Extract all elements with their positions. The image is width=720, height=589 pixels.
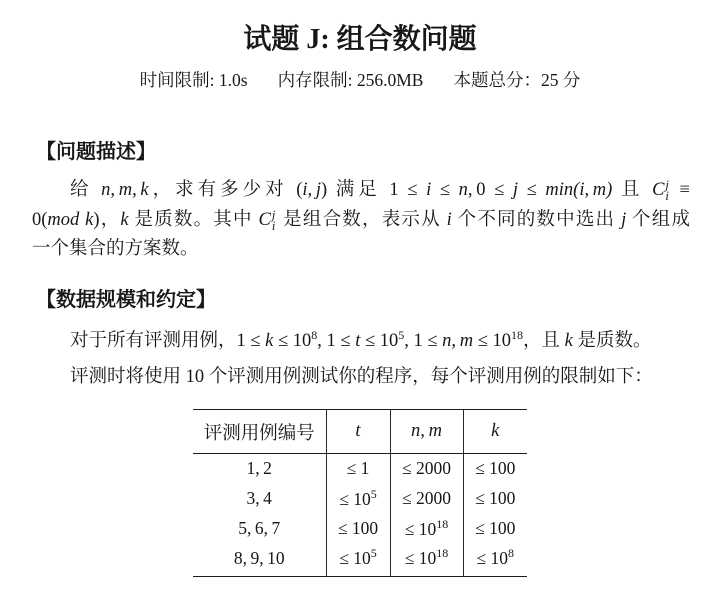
- exponent: 5: [398, 328, 405, 342]
- text-run: , 1 ≤: [317, 331, 356, 351]
- math-var-j: j: [512, 180, 519, 200]
- math-var-n: n: [458, 180, 468, 200]
- text-run: (: [296, 180, 303, 200]
- header-n-m: n, m: [390, 410, 463, 454]
- cell-n-m: [390, 454, 463, 484]
- math-var-t: t: [355, 331, 361, 351]
- text-run: ≤: [518, 180, 546, 200]
- binomial-superscript-j: j: [665, 178, 669, 192]
- exponent: 8: [507, 546, 514, 561]
- text-run: ≤ 10: [473, 331, 511, 351]
- binomial-superscript-j: j: [271, 208, 276, 222]
- memory-limit: 内存限制: 256.0MB: [277, 70, 424, 90]
- exponent: 5: [370, 486, 377, 501]
- cell-value: ≤ 1: [346, 458, 370, 479]
- text-run: ≡: [670, 180, 690, 200]
- cell-value: ≤ 2000: [402, 488, 451, 508]
- section-heading-description: 【问题描述】: [36, 141, 156, 163]
- cell-value: ≤ 100: [337, 518, 379, 538]
- evaluation-note: 评测时将使用 10 个评测用例测试你的程序，每个评测用例的限制如下：: [70, 367, 653, 387]
- text-run: )，: [93, 210, 121, 230]
- time-limit: 时间限制: 1.0s: [139, 70, 248, 90]
- header-t: t: [326, 410, 390, 454]
- cell-value: ≤ 10: [404, 548, 437, 569]
- cell-t: [326, 454, 390, 484]
- table-row: [193, 514, 527, 544]
- table-row: [193, 544, 527, 577]
- cell-t: [326, 484, 390, 514]
- binomial-subscript-i: i: [665, 189, 669, 203]
- text-run: ，且: [523, 331, 565, 351]
- math-binomial-c: C: [652, 180, 665, 200]
- math-var-k: k: [564, 331, 573, 351]
- math-min-i-m: min(i, m): [545, 180, 613, 200]
- text-run: 个不同的数中选出: [451, 210, 622, 230]
- cell-n-m: [390, 544, 463, 577]
- math-n-m-k: n, m, k: [101, 180, 149, 200]
- math-var-k: k: [265, 331, 274, 351]
- limits-table: [193, 409, 527, 577]
- cell-cases: 8, 9, 10: [193, 544, 326, 577]
- problem-meta: [0, 68, 720, 92]
- header-k: k: [463, 410, 527, 454]
- cell-k: [463, 484, 527, 514]
- table-header-row: [193, 410, 527, 454]
- cell-value: ≤ 100: [475, 518, 516, 538]
- cell-value: ≤ 10: [476, 548, 508, 569]
- binomial-subscript-i: i: [271, 219, 276, 233]
- math-binomial-c: C: [258, 210, 271, 230]
- text-run: 给: [70, 180, 102, 200]
- exponent: 18: [436, 516, 449, 531]
- cell-t: [326, 514, 390, 544]
- text-run: ≤ 10: [360, 331, 399, 351]
- cell-cases: 5, 6, 7: [238, 518, 281, 538]
- math-n-m: n, m: [442, 331, 474, 351]
- table-row: [193, 454, 527, 484]
- text-run: , 1 ≤: [404, 331, 443, 351]
- text-run: 且: [612, 180, 653, 200]
- header-case-ids: 评测用例编号: [193, 410, 326, 454]
- cell-k: [463, 514, 527, 544]
- cell-value: ≤ 10: [339, 548, 371, 569]
- text-run: ≤ 10: [273, 331, 312, 351]
- cell-value: ≤ 10: [339, 488, 371, 509]
- cell-k: [463, 544, 527, 577]
- text-run: , 0 ≤: [467, 180, 513, 200]
- text-run: 0(: [32, 210, 48, 230]
- math-var-k: k: [120, 210, 129, 230]
- cell-cases: 3, 4: [246, 488, 272, 508]
- text-run: ≤: [431, 180, 459, 200]
- description-line-2: [32, 205, 690, 235]
- exponent: 8: [311, 328, 318, 342]
- text-run: 对于所有评测用例，1 ≤: [70, 331, 266, 351]
- section-heading-constraints: 【数据规模和约定】: [36, 289, 216, 311]
- cell-n-m: [390, 484, 463, 514]
- cell-value: ≤ 2000: [402, 458, 451, 479]
- cell-k: [463, 454, 527, 484]
- text-run: 满足 1 ≤: [327, 180, 427, 200]
- math-mod-k: mod k: [47, 210, 94, 230]
- text-run: 是质数。: [572, 331, 652, 351]
- binomial-indices: [272, 210, 275, 232]
- text-run: ，求有多少对: [148, 180, 297, 200]
- math-var-i: i: [426, 180, 432, 200]
- exponent: 18: [511, 328, 523, 342]
- cell-value: ≤ 100: [475, 488, 516, 508]
- cell-t: [326, 544, 390, 577]
- math-i-j: i, j: [302, 180, 322, 200]
- binomial-indices: [665, 180, 668, 202]
- text-run: 是质数。其中: [128, 210, 259, 230]
- constraints-all-cases: [70, 326, 652, 356]
- text-run: ): [321, 180, 328, 200]
- problem-title: 试题 J: 组合数问题: [243, 24, 477, 55]
- text-run: 是组合数，表示从: [277, 210, 447, 230]
- math-var-i: i: [446, 210, 452, 230]
- cell-n-m: [390, 514, 463, 544]
- cell-value: ≤ 10: [404, 518, 437, 539]
- text-run: 个组成: [626, 210, 690, 230]
- total-score: 本题总分：25 分: [453, 70, 581, 90]
- exponent: 18: [436, 546, 449, 561]
- exponent: 5: [370, 546, 377, 561]
- description-line-3: 一个集合的方案数。: [32, 239, 199, 259]
- math-var-j: j: [621, 210, 627, 230]
- table-row: [193, 484, 527, 514]
- cell-cases: 1, 2: [246, 458, 272, 479]
- description-line-1: [70, 175, 690, 205]
- cell-value: ≤ 100: [475, 458, 516, 479]
